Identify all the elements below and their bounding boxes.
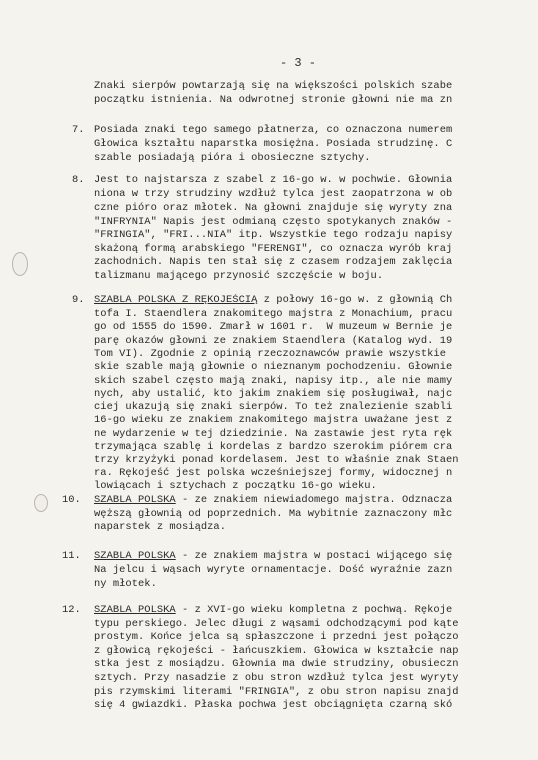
intro-line: początku istnienia. Na odwrotnej stronie głowni nie ma zn (94, 94, 453, 106)
item-text-line: niona w trzy strudziny wzdłuż tylca jest zaopatrzona w ob (94, 188, 453, 200)
item-text-line: z głowicą rękojeści - łańcuszkiem. Głowica w kształcie nap (94, 645, 459, 657)
page-number: - 3 - (280, 56, 317, 70)
item-text-line: skażoną formą arabskiego "FERENGI", co oznacza wyrób kraj (94, 243, 453, 255)
item-text-line (94, 174, 452, 187)
item-text-line: talizmanu mającego przynosić szczęście w boju. (94, 270, 384, 282)
item-text-line (94, 550, 452, 563)
punch-hole-upper (12, 252, 28, 276)
item-text: Posiada znaki tego samego płatnerza, co oznaczona numerem (94, 124, 453, 136)
item-text-line (94, 494, 452, 507)
item-text-line: stka jest z mosiądzu. Głownia ma dwie strudziny, obusieczn (94, 658, 459, 670)
item-text-line: trzymająca szablę i kordelas z bardzo szerokim piórem cra (94, 441, 453, 453)
item-text-line: tofa I. Staendlera znakomitego majstra z Monachium, pracu (94, 308, 453, 320)
item-text-line: "FRINGIA", "FRI...NIA" itp. Wszystkie tego rodzaju napisy (94, 229, 453, 241)
item-text-line: sztych. Przy nasadzie z obu stron wzdłuż tylca jest wyryty (94, 672, 459, 684)
item-heading: SZABLA POLSKA (94, 604, 176, 616)
item-number: 10. (62, 494, 81, 506)
item-text-line: prostym. Końce jelca są spłaszczone i przedni jest połączo (94, 631, 459, 643)
item-text-line (94, 294, 452, 307)
item-number: 12. (62, 604, 81, 616)
item-text-line: skich szabel często mają znaki, napisy itp., ale nie mamy (94, 375, 453, 387)
item-heading: SZABLA POLSKA Z RĘKOJEŚCIĄ (94, 294, 258, 306)
intro-line: Znaki sierpów powtarzają się na większości polskich szabe (94, 80, 453, 92)
item-text-line (94, 124, 452, 137)
item-text-line: pis rzymskimi literami "FRINGIA", z obu stron napisu znajd (94, 686, 459, 698)
item-text-line (94, 604, 452, 617)
item-number: 8. (72, 174, 85, 186)
item-text-line: Tom VI). Zgodnie z opinią rzeczoznawców prawie wszystkie (94, 348, 446, 360)
item-text-line: 16-go wieku ze znakiem znakomitego majstra uważane jest z (94, 414, 453, 426)
item-number: 7. (72, 124, 85, 136)
item-text-line: naparstek z mosiądza. (94, 521, 226, 533)
item-text-line: się 4 gwiazdki. Płaska pochwa jest obciągnięta czarną skó (94, 699, 453, 711)
item-text-line: skie szable mają głownie o nieznanym pochodzeniu. Głownie (94, 361, 453, 373)
item-text-line: lowiącach i sztychach z początku 16-go wieku. (94, 480, 377, 492)
item-text-line: szable posiadają pióra i obosieczne sztychy. (94, 152, 371, 164)
item-heading: SZABLA POLSKA (94, 494, 176, 506)
item-text: z połowy 16-go w. z głownią Ch (257, 294, 453, 306)
item-text-line: czne pióro oraz młotek. Na głowni znajduje się wyryty zna (94, 202, 453, 214)
item-text-line: zachodnich. Napis ten stał się z czasem rodzajem zaklęcia (94, 256, 453, 268)
item-text: - ze znakiem niewiadomego majstra. Odznacza (175, 494, 453, 506)
item-heading: SZABLA POLSKA (94, 550, 176, 562)
item-number: 9. (72, 294, 85, 306)
item-text-line: "INFRYNIA" Napis jest odmianą często spotykanych znaków - (94, 216, 453, 228)
item-text-line: nych, aby ustalić, kto jakim znakiem się posługiwał, najc (94, 388, 453, 400)
item-number: 11. (62, 550, 81, 562)
item-text-line: Głowica kształtu naparstka mosiężna. Posiada strudzinę. C (94, 138, 453, 150)
item-text-line: ciej ukazują się znaki sierpów. To też znalezienie szabli (94, 401, 453, 413)
item-text-line: ny młotek. (94, 578, 157, 590)
item-text-line: go od 1555 do 1590. Zmarł w 1601 r. W muzeum w Bernie je (94, 321, 453, 333)
item-text-line: ne wydarzenie w tej dziedzinie. Na zastawie jest ryta ręk (94, 428, 453, 440)
item-text: - ze znakiem majstra w postaci wijącego się (175, 550, 453, 562)
item-text-line: typu perskiego. Jelec długi z wąsami odchodzącymi pod kąte (94, 618, 459, 630)
item-text-line: trzy krzyżyki ponad kordelasem. Jest to właśnie znak Staen (94, 454, 459, 466)
item-text-line: Na jelcu i wąsach wyryte ornamentacje. Dość wyraźnie zazn (94, 564, 453, 576)
item-text: - z XVI-go wieku kompletna z pochwą. Rękoje (175, 604, 453, 616)
item-text: Jest to najstarsza z szabel z 16-go w. w pochwie. Głownia (94, 174, 453, 186)
item-text-line: ra. Rękojeść jest polska wcześniejszej formy, widocznej n (94, 467, 453, 479)
item-text-line: parę okazów głowni ze znakiem Staendlera (Katalog wyd. 19 (94, 335, 453, 347)
punch-hole-lower (34, 494, 48, 512)
item-text-line: węższą głownią od poprzednich. Ma wybitnie zaznaczony młc (94, 508, 453, 520)
